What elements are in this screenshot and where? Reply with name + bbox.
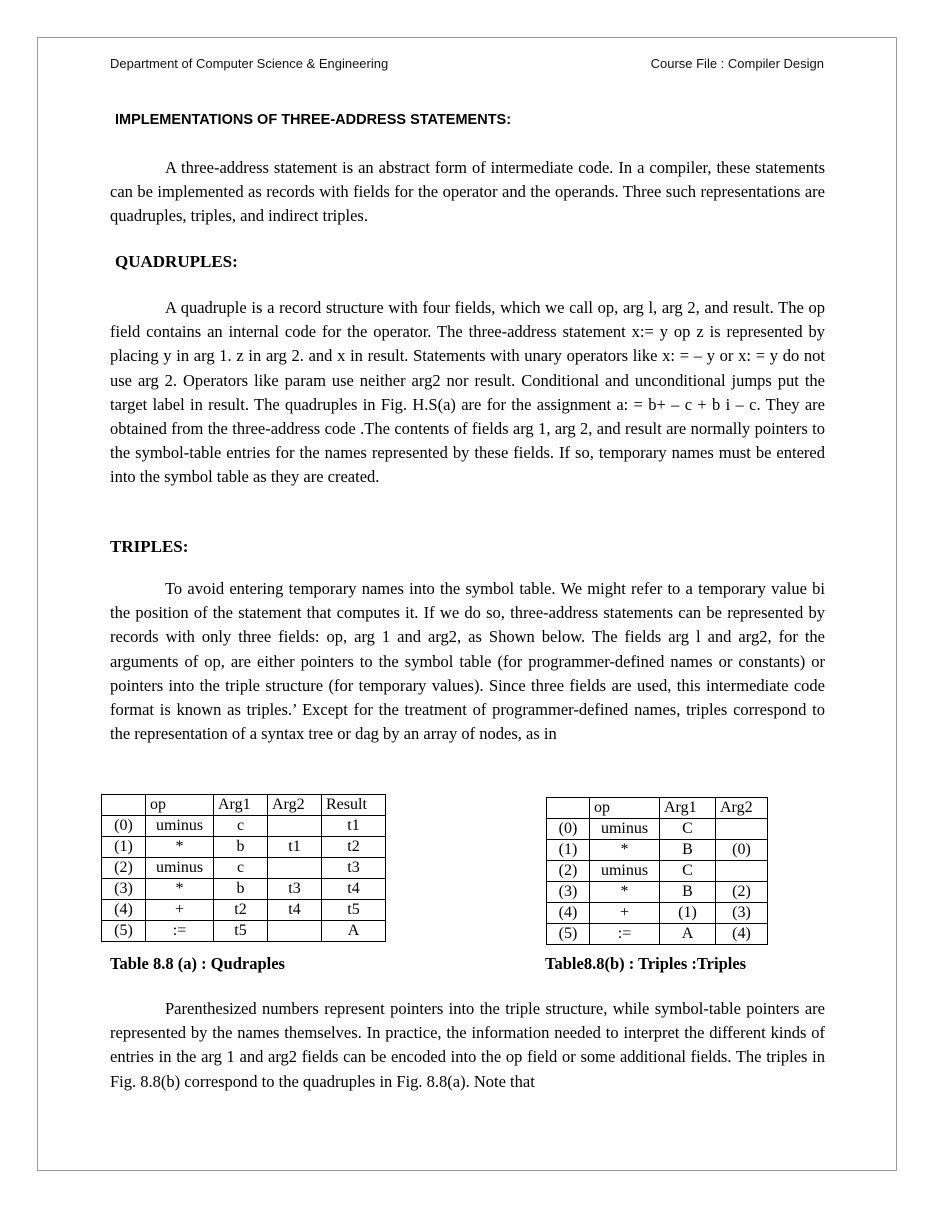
table-row (547, 882, 768, 903)
table-cell: * (590, 840, 660, 861)
table-cell: (1) (547, 840, 590, 861)
table-cell: + (590, 903, 660, 924)
table-cell: B (660, 840, 716, 861)
table-cell (268, 858, 322, 879)
table-cell: A (322, 921, 386, 942)
table-cell (716, 861, 768, 882)
table-header-cell: Arg2 (716, 798, 768, 819)
table-row (547, 861, 768, 882)
table-cell: (3) (716, 903, 768, 924)
table-header-cell: Arg1 (660, 798, 716, 819)
intro-paragraph: A three-address statement is an abstract form of intermediate code. In a compiler, these statements can be implemented as records with fields for the operator and the operands. Three such representations are quadruples, triples, and indirect triples. (110, 158, 825, 226)
closing-paragraph: Parenthesized numbers represent pointers into the triple structure, while symbol-table pointers are represented by the names themselves. In practice, the information needed to interpret the different kinds of entries in the arg 1 and arg2 fields can be encoded into the op field or some additional fields. The triples in Fig. 8.8(b) correspond to the quadruples in Fig. 8.8(a). Note that (110, 999, 825, 1091)
quadruples-table (101, 794, 386, 942)
table-cell: (5) (547, 924, 590, 945)
table-cell: (0) (547, 819, 590, 840)
table-cell: b (214, 837, 268, 858)
table-cell: (4) (716, 924, 768, 945)
quadruples-heading: QUADRUPLES: (115, 252, 238, 271)
table-row (102, 921, 386, 942)
table-header-cell: Arg1 (214, 795, 268, 816)
table-cell: c (214, 858, 268, 879)
header-course-file: Course File : Compiler Design (650, 56, 824, 71)
table-cell: t3 (268, 879, 322, 900)
quadruples-paragraph: A quadruple is a record structure with four fields, which we call op, arg l, arg 2, and result. The op field contains an internal code for the operator. The three-address statement x:= y op z is represented by placing y in arg 1. z in arg 2. and x in result. Statements with unary operators like x: = – y or x: = y do not use arg 2. Operators like param use neither arg2 nor result. Conditional and unconditional jumps put the target label in result. The quadruples in Fig. H.S(a) are for the assignment a: = b+ – c + b i – c. They are obtained from the three-address code .The contents of fields arg 1, arg 2, and result are normally pointers to the symbol-table entries for the names represented by these fields. If so, temporary names must be entered into the symbol table as they are created. (110, 298, 825, 487)
table-cell: (3) (102, 879, 146, 900)
table-header-cell: op (146, 795, 214, 816)
table-row (102, 816, 386, 837)
table-row (547, 840, 768, 861)
table-cell: t1 (268, 837, 322, 858)
table-cell: (1) (102, 837, 146, 858)
table-cell: * (146, 879, 214, 900)
table-cell: t3 (322, 858, 386, 879)
table-header-row (102, 795, 386, 816)
table-row (547, 819, 768, 840)
table-cell: (2) (716, 882, 768, 903)
table-cell (268, 816, 322, 837)
triples-heading: TRIPLES: (110, 537, 189, 556)
table-cell: (2) (102, 858, 146, 879)
table-cell: (1) (660, 903, 716, 924)
table-cell: (3) (547, 882, 590, 903)
table-cell: uminus (590, 861, 660, 882)
table-header-cell: Arg2 (268, 795, 322, 816)
table-header-cell: Result (322, 795, 386, 816)
table-row (102, 879, 386, 900)
table-cell: * (590, 882, 660, 903)
table-cell: t2 (322, 837, 386, 858)
table-cell: := (590, 924, 660, 945)
table-row (102, 900, 386, 921)
table-cell: C (660, 861, 716, 882)
table-cell: t4 (322, 879, 386, 900)
table-cell: (5) (102, 921, 146, 942)
table-cell: t4 (268, 900, 322, 921)
table-cell: (4) (102, 900, 146, 921)
table-header-cell: op (590, 798, 660, 819)
table-cell: B (660, 882, 716, 903)
table-row (102, 837, 386, 858)
table-cell: t1 (322, 816, 386, 837)
table-cell: t5 (214, 921, 268, 942)
table-cell: c (214, 816, 268, 837)
table-cell: uminus (590, 819, 660, 840)
table-cell: (0) (102, 816, 146, 837)
table-cell: b (214, 879, 268, 900)
triples-table (546, 797, 768, 945)
table-cell: + (146, 900, 214, 921)
table-row (547, 903, 768, 924)
table-header-cell (547, 798, 590, 819)
table-cell: A (660, 924, 716, 945)
table-cell: uminus (146, 816, 214, 837)
section-title: IMPLEMENTATIONS OF THREE-ADDRESS STATEMENTS: (115, 112, 512, 128)
table-cell: (0) (716, 840, 768, 861)
table-header-cell (102, 795, 146, 816)
table-cell: t5 (322, 900, 386, 921)
table-cell (716, 819, 768, 840)
table-cell: uminus (146, 858, 214, 879)
table-header-row (547, 798, 768, 819)
quadruples-table-caption: Table 8.8 (a) : Qudraples (110, 954, 285, 973)
table-cell: (4) (547, 903, 590, 924)
table-cell: := (146, 921, 214, 942)
triples-table-caption: Table8.8(b) : Triples :Triples (545, 954, 747, 973)
table-cell: C (660, 819, 716, 840)
table-row (547, 924, 768, 945)
table-cell: (2) (547, 861, 590, 882)
table-row (102, 858, 386, 879)
header-department: Department of Computer Science & Engineering (110, 56, 389, 71)
table-cell: * (146, 837, 214, 858)
table-cell (268, 921, 322, 942)
triples-paragraph: To avoid entering temporary names into the symbol table. We might refer to a temporary value bi the position of the statement that computes it. If we do so, three-address statements can be represented by records with only three fields: op, arg 1 and arg2, as Shown below. The fields arg l and arg2, for the arguments of op, are either pointers to the symbol table (for programmer-defined names or constants) or pointers into the triple structure (for temporary values). Since three fields are used, this intermediate code format is known as triples.’ Except for the treatment of programmer-defined names, triples correspond to the representation of a syntax tree or dag by an array of nodes, as in (110, 579, 825, 744)
table-cell: t2 (214, 900, 268, 921)
